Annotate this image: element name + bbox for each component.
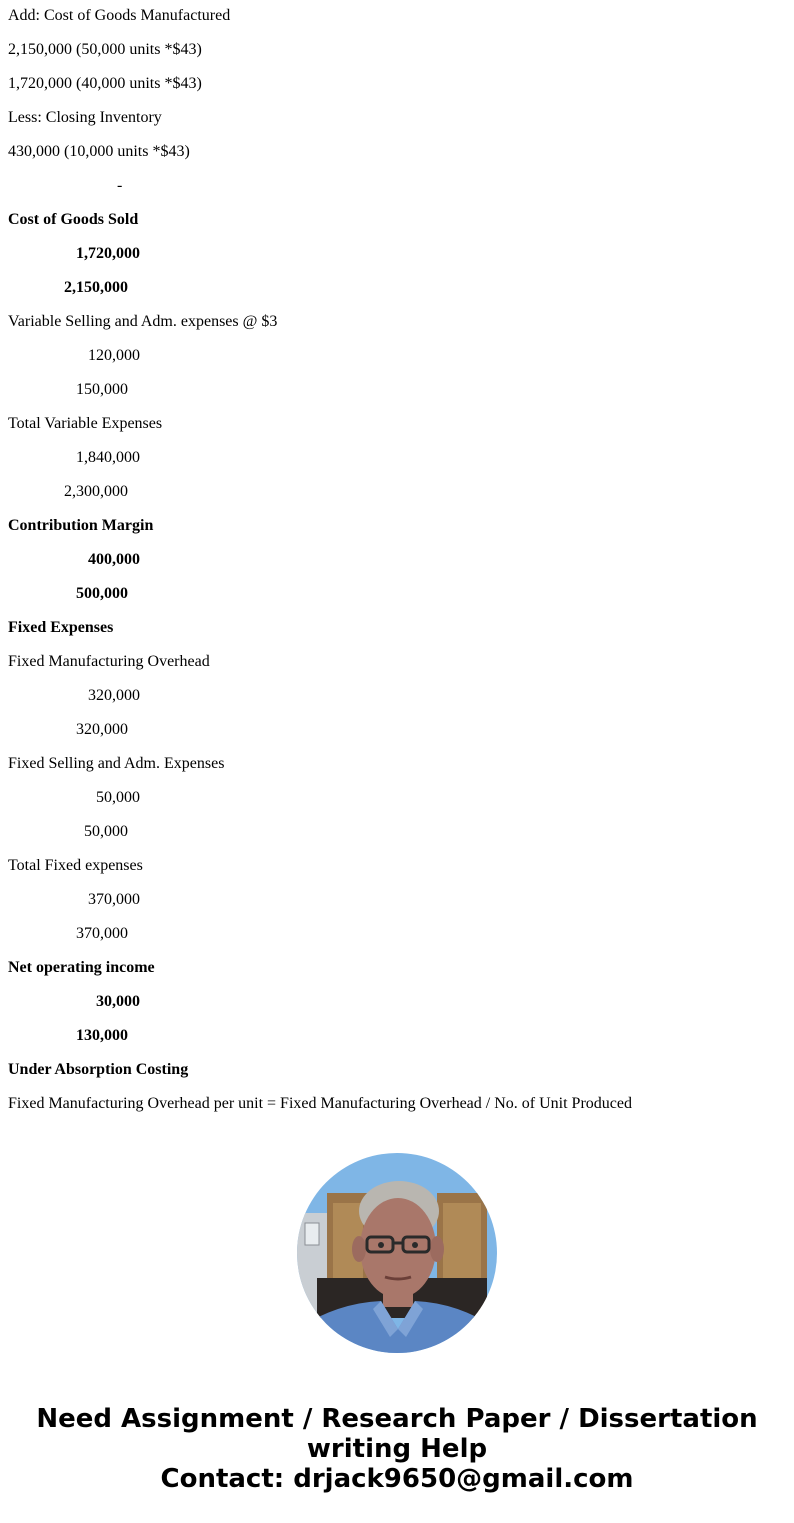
document-line: 130,000 (76, 1027, 128, 1044)
document-line: Fixed Expenses (8, 619, 114, 636)
document-line: 50,000 (84, 823, 128, 840)
document-line: - (117, 177, 123, 194)
document-line: 1,720,000 (76, 245, 140, 262)
document-line: Under Absorption Costing (8, 1061, 189, 1078)
document-line: Less: Closing Inventory (8, 109, 162, 126)
document-line: 370,000 (76, 925, 128, 942)
document-line: 2,150,000 (50,000 units *$43) (8, 41, 202, 58)
document-line: Add: Cost of Goods Manufactured (8, 7, 231, 24)
promo-contact-line: Contact: drjack9650@gmail.com (160, 1464, 634, 1494)
document-line: Total Fixed expenses (8, 857, 143, 874)
document-line: 1,720,000 (40,000 units *$43) (8, 75, 202, 92)
document-line: Fixed Manufacturing Overhead per unit = Fixed Manufacturing Overhead / No. of Unit Produced (8, 1095, 632, 1112)
document-line: 370,000 (88, 891, 140, 908)
document-line: Fixed Selling and Adm. Expenses (8, 755, 225, 772)
document-body (8, 6, 788, 1128)
document-line: 430,000 (10,000 units *$43) (8, 143, 190, 160)
document-line: 320,000 (76, 721, 128, 738)
author-photo-image (297, 1153, 497, 1353)
document-line: 1,840,000 (76, 449, 140, 466)
document-line: Fixed Manufacturing Overhead (8, 653, 210, 670)
document-line: 2,150,000 (64, 279, 128, 296)
author-avatar (297, 1153, 497, 1353)
document-line: Net operating income (8, 959, 155, 976)
document-line: Cost of Goods Sold (8, 211, 139, 228)
document-line: 400,000 (88, 551, 140, 568)
document-line: 500,000 (76, 585, 128, 602)
document-line: 320,000 (88, 687, 140, 704)
document-line: 30,000 (96, 993, 140, 1010)
document-line: Total Variable Expenses (8, 415, 163, 432)
document-line: Variable Selling and Adm. expenses @ $3 (8, 313, 278, 330)
document-line: 150,000 (76, 381, 128, 398)
document-line: 120,000 (88, 347, 140, 364)
document-line: 2,300,000 (64, 483, 128, 500)
document-line: 50,000 (96, 789, 140, 806)
document-line: Contribution Margin (8, 517, 154, 534)
promo-banner (0, 1404, 794, 1494)
promo-line-1: Need Assignment / Research Paper / Dissertation (36, 1404, 758, 1434)
promo-line-2: writing Help (306, 1434, 488, 1464)
